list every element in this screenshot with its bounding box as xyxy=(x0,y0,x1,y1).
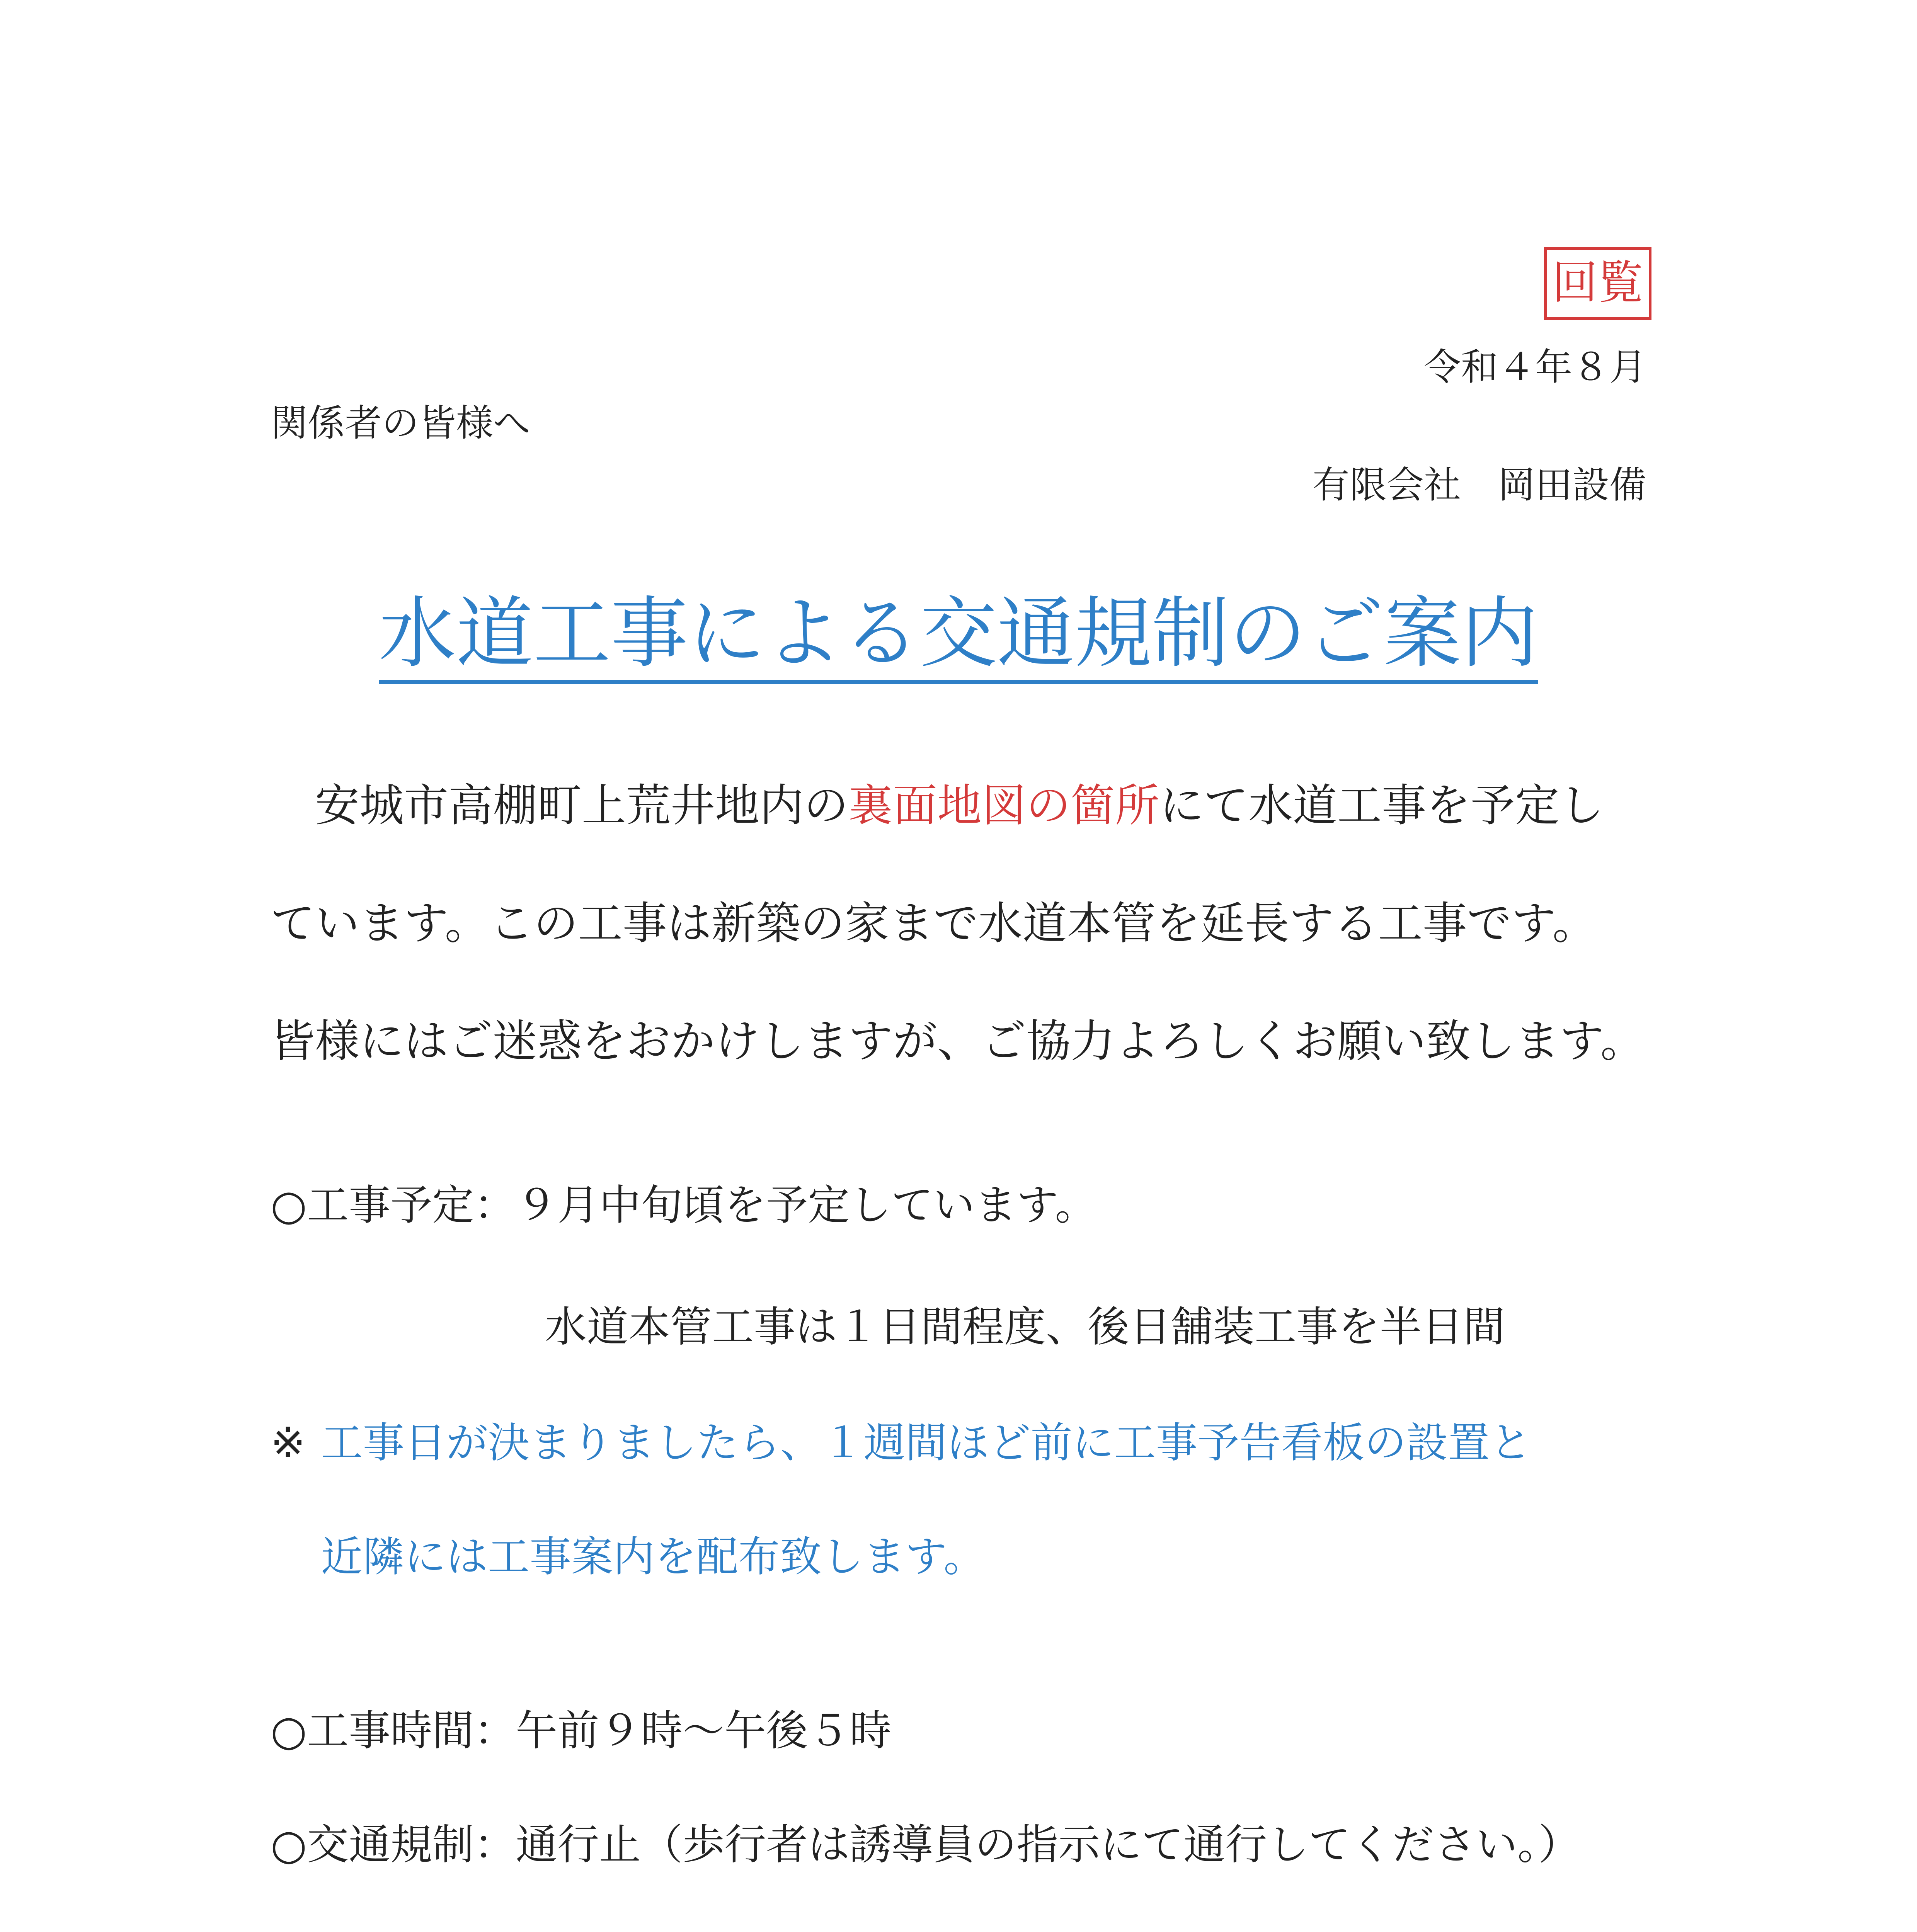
note-line-1-text: 工事日が決まりましたら、１週間ほど前に工事予告看板の設置と xyxy=(321,1419,1532,1467)
note-line-1 xyxy=(271,1416,1532,1470)
work-hours: ○工事時間：午前９時～午後５時 xyxy=(271,1707,892,1755)
sender: 有限会社 岡田設備 xyxy=(1313,463,1646,507)
intro-map-reference: 裏面地図の箇所 xyxy=(848,780,1160,832)
intro-line-3: 皆様にはご迷惑をおかけしますが、ご協力よろしくお願い致します。 xyxy=(271,1015,1645,1067)
page-title xyxy=(0,585,1917,682)
schedule-line-1: ○工事予定：９月中旬頃を予定しています。 xyxy=(271,1181,1097,1230)
addressee: 関係者の皆様へ xyxy=(271,401,530,445)
schedule-line-2: 水道本管工事は１日間程度、後日舗装工事を半日間 xyxy=(545,1303,1505,1351)
circulation-stamp: 回覧 xyxy=(1544,247,1651,320)
intro-line-1-suffix: にて水道工事を予定し xyxy=(1159,780,1604,832)
note-mark: ※ xyxy=(271,1419,306,1467)
intro-line-1-prefix: 安城市高棚町上荒井地内の xyxy=(315,780,849,832)
note-line-2: 近隣には工事案内を配布致します。 xyxy=(321,1533,986,1581)
intro-line-1 xyxy=(271,777,1604,835)
intro-line-2: ています。この工事は新築の家まで水道本管を延長する工事です。 xyxy=(271,898,1597,949)
traffic-restriction: ○交通規制：通行止（歩行者は誘導員の指示にて通行してください。） xyxy=(271,1821,1580,1869)
issue-date: 令和４年８月 xyxy=(1424,345,1646,389)
page-title-text: 水道工事による交通規制のご案内 xyxy=(379,588,1538,684)
